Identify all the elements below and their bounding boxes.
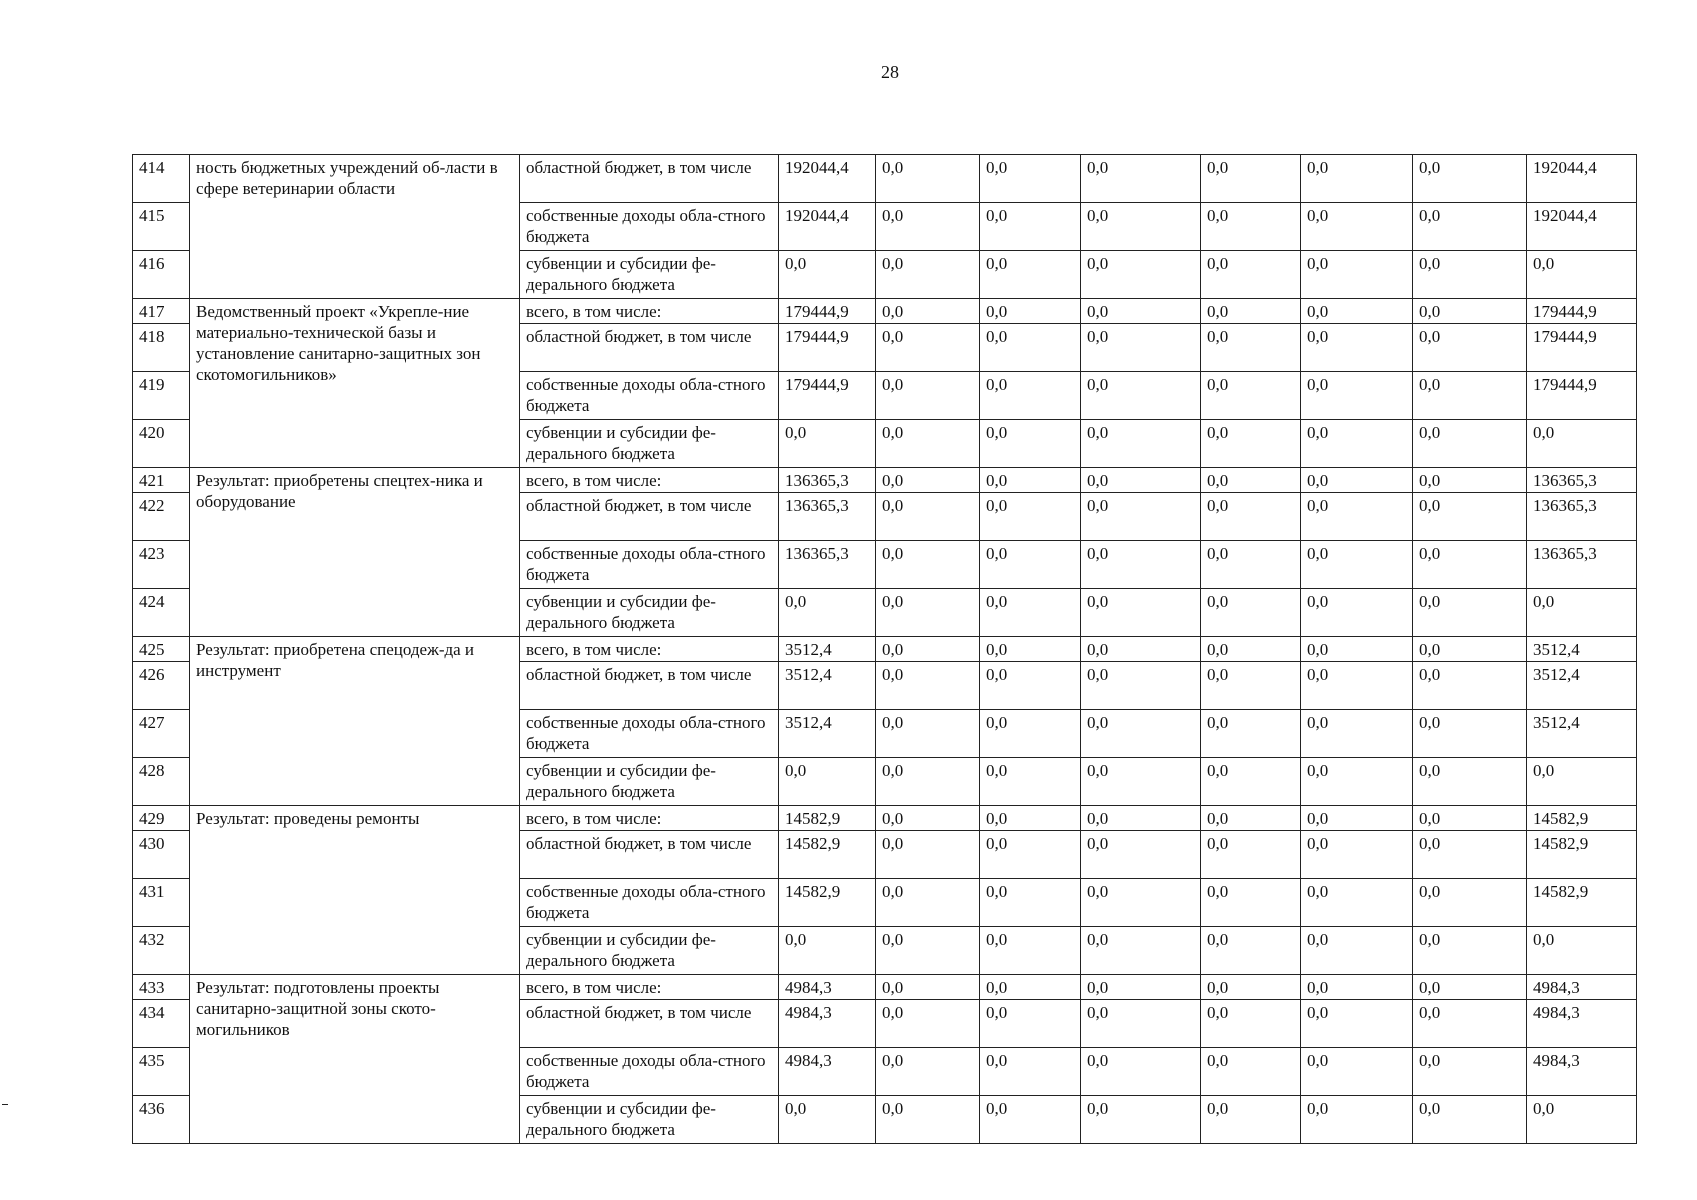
value-cell: 0,0 bbox=[980, 589, 1081, 637]
value-cell: 0,0 bbox=[1413, 927, 1527, 975]
funding-source-cell: субвенции и субсидии фе-дерального бюджета bbox=[520, 420, 779, 468]
total-value-cell: 14582,9 bbox=[1527, 831, 1637, 879]
total-value-cell: 3512,4 bbox=[1527, 637, 1637, 662]
funding-source-cell: областной бюджет, в том числе bbox=[520, 324, 779, 372]
total-value-cell: 179444,9 bbox=[1527, 324, 1637, 372]
value-cell: 0,0 bbox=[1413, 203, 1527, 251]
value-cell: 3512,4 bbox=[779, 710, 876, 758]
value-cell: 14582,9 bbox=[779, 831, 876, 879]
value-cell: 0,0 bbox=[980, 155, 1081, 203]
row-number-cell: 415 bbox=[133, 203, 190, 251]
value-cell: 0,0 bbox=[1413, 493, 1527, 541]
total-value-cell: 14582,9 bbox=[1527, 879, 1637, 927]
funding-source-cell: областной бюджет, в том числе bbox=[520, 831, 779, 879]
value-cell: 0,0 bbox=[876, 251, 980, 299]
value-cell: 179444,9 bbox=[779, 299, 876, 324]
value-cell: 0,0 bbox=[980, 806, 1081, 831]
row-number-cell: 426 bbox=[133, 662, 190, 710]
value-cell: 0,0 bbox=[980, 468, 1081, 493]
row-number-cell: 425 bbox=[133, 637, 190, 662]
value-cell: 0,0 bbox=[1081, 589, 1201, 637]
item-name-cell: Результат: проведены ремонты bbox=[190, 806, 520, 975]
value-cell: 0,0 bbox=[876, 1096, 980, 1144]
value-cell: 0,0 bbox=[1201, 420, 1301, 468]
table-row bbox=[133, 299, 1637, 324]
value-cell: 0,0 bbox=[1201, 493, 1301, 541]
value-cell: 0,0 bbox=[1201, 927, 1301, 975]
value-cell: 0,0 bbox=[876, 975, 980, 1000]
value-cell: 0,0 bbox=[1301, 879, 1413, 927]
total-value-cell: 0,0 bbox=[1527, 758, 1637, 806]
total-value-cell: 0,0 bbox=[1527, 420, 1637, 468]
row-number-cell: 434 bbox=[133, 1000, 190, 1048]
value-cell: 0,0 bbox=[1201, 155, 1301, 203]
value-cell: 0,0 bbox=[1301, 299, 1413, 324]
value-cell: 0,0 bbox=[1081, 927, 1201, 975]
value-cell: 0,0 bbox=[1081, 1000, 1201, 1048]
value-cell: 0,0 bbox=[1081, 493, 1201, 541]
value-cell: 0,0 bbox=[1301, 710, 1413, 758]
value-cell: 0,0 bbox=[876, 637, 980, 662]
value-cell: 0,0 bbox=[876, 541, 980, 589]
row-number-cell: 429 bbox=[133, 806, 190, 831]
value-cell: 0,0 bbox=[1413, 879, 1527, 927]
value-cell: 0,0 bbox=[876, 710, 980, 758]
value-cell: 0,0 bbox=[980, 420, 1081, 468]
total-value-cell: 136365,3 bbox=[1527, 541, 1637, 589]
value-cell: 0,0 bbox=[1413, 589, 1527, 637]
value-cell: 0,0 bbox=[1081, 662, 1201, 710]
funding-source-cell: субвенции и субсидии фе-дерального бюджета bbox=[520, 251, 779, 299]
value-cell: 0,0 bbox=[1413, 710, 1527, 758]
value-cell: 0,0 bbox=[876, 589, 980, 637]
value-cell: 0,0 bbox=[1201, 203, 1301, 251]
row-number-cell: 420 bbox=[133, 420, 190, 468]
value-cell: 0,0 bbox=[1413, 758, 1527, 806]
value-cell: 0,0 bbox=[1081, 879, 1201, 927]
value-cell: 0,0 bbox=[1081, 975, 1201, 1000]
value-cell: 0,0 bbox=[1413, 806, 1527, 831]
value-cell: 0,0 bbox=[1301, 758, 1413, 806]
value-cell: 0,0 bbox=[1413, 637, 1527, 662]
row-number-cell: 421 bbox=[133, 468, 190, 493]
table-row bbox=[133, 468, 1637, 493]
value-cell: 3512,4 bbox=[779, 662, 876, 710]
funding-source-cell: всего, в том числе: bbox=[520, 637, 779, 662]
value-cell: 0,0 bbox=[779, 251, 876, 299]
row-number-cell: 432 bbox=[133, 927, 190, 975]
value-cell: 3512,4 bbox=[779, 637, 876, 662]
funding-source-cell: субвенции и субсидии фе-дерального бюджета bbox=[520, 589, 779, 637]
value-cell: 0,0 bbox=[1301, 493, 1413, 541]
row-number-cell: 436 bbox=[133, 1096, 190, 1144]
value-cell: 0,0 bbox=[876, 468, 980, 493]
value-cell: 0,0 bbox=[1201, 541, 1301, 589]
funding-source-cell: всего, в том числе: bbox=[520, 975, 779, 1000]
value-cell: 0,0 bbox=[876, 831, 980, 879]
value-cell: 0,0 bbox=[1301, 372, 1413, 420]
margin-mark bbox=[2, 1104, 8, 1105]
value-cell: 0,0 bbox=[1413, 975, 1527, 1000]
total-value-cell: 179444,9 bbox=[1527, 372, 1637, 420]
total-value-cell: 0,0 bbox=[1527, 1096, 1637, 1144]
row-number-cell: 424 bbox=[133, 589, 190, 637]
value-cell: 0,0 bbox=[1201, 879, 1301, 927]
value-cell: 136365,3 bbox=[779, 468, 876, 493]
value-cell: 179444,9 bbox=[779, 372, 876, 420]
value-cell: 0,0 bbox=[1301, 662, 1413, 710]
table-row bbox=[133, 975, 1637, 1000]
value-cell: 0,0 bbox=[1081, 710, 1201, 758]
item-name-cell: Ведомственный проект «Укрепле-ние материально-технической базы и установление санитарно-защитных зон скотомогильников» bbox=[190, 299, 520, 468]
value-cell: 0,0 bbox=[980, 203, 1081, 251]
item-name-cell: Результат: приобретены спецтех-ника и оборудование bbox=[190, 468, 520, 637]
row-number-cell: 431 bbox=[133, 879, 190, 927]
value-cell: 4984,3 bbox=[779, 1000, 876, 1048]
value-cell: 0,0 bbox=[1301, 203, 1413, 251]
value-cell: 0,0 bbox=[980, 251, 1081, 299]
value-cell: 0,0 bbox=[1081, 831, 1201, 879]
value-cell: 0,0 bbox=[779, 589, 876, 637]
row-number-cell: 433 bbox=[133, 975, 190, 1000]
value-cell: 0,0 bbox=[1301, 541, 1413, 589]
funding-source-cell: областной бюджет, в том числе bbox=[520, 662, 779, 710]
value-cell: 0,0 bbox=[876, 299, 980, 324]
value-cell: 0,0 bbox=[1201, 324, 1301, 372]
value-cell: 0,0 bbox=[1201, 1096, 1301, 1144]
row-number-cell: 416 bbox=[133, 251, 190, 299]
total-value-cell: 0,0 bbox=[1527, 927, 1637, 975]
value-cell: 0,0 bbox=[876, 493, 980, 541]
row-number-cell: 418 bbox=[133, 324, 190, 372]
value-cell: 0,0 bbox=[1301, 637, 1413, 662]
total-value-cell: 4984,3 bbox=[1527, 1000, 1637, 1048]
budget-table bbox=[132, 154, 1637, 1144]
value-cell: 0,0 bbox=[1081, 758, 1201, 806]
value-cell: 0,0 bbox=[1301, 468, 1413, 493]
total-value-cell: 3512,4 bbox=[1527, 662, 1637, 710]
value-cell: 0,0 bbox=[1413, 1048, 1527, 1096]
value-cell: 0,0 bbox=[1301, 1048, 1413, 1096]
value-cell: 0,0 bbox=[1301, 831, 1413, 879]
total-value-cell: 3512,4 bbox=[1527, 710, 1637, 758]
value-cell: 0,0 bbox=[1201, 758, 1301, 806]
value-cell: 0,0 bbox=[1413, 662, 1527, 710]
value-cell: 0,0 bbox=[1413, 155, 1527, 203]
value-cell: 0,0 bbox=[876, 203, 980, 251]
value-cell: 0,0 bbox=[1301, 251, 1413, 299]
value-cell: 0,0 bbox=[980, 299, 1081, 324]
total-value-cell: 192044,4 bbox=[1527, 155, 1637, 203]
funding-source-cell: областной бюджет, в том числе bbox=[520, 493, 779, 541]
value-cell: 136365,3 bbox=[779, 541, 876, 589]
value-cell: 0,0 bbox=[980, 637, 1081, 662]
funding-source-cell: всего, в том числе: bbox=[520, 468, 779, 493]
row-number-cell: 419 bbox=[133, 372, 190, 420]
value-cell: 0,0 bbox=[779, 927, 876, 975]
value-cell: 0,0 bbox=[980, 1096, 1081, 1144]
value-cell: 0,0 bbox=[1081, 420, 1201, 468]
total-value-cell: 136365,3 bbox=[1527, 468, 1637, 493]
value-cell: 0,0 bbox=[1081, 299, 1201, 324]
value-cell: 0,0 bbox=[1081, 251, 1201, 299]
value-cell: 0,0 bbox=[1301, 155, 1413, 203]
value-cell: 0,0 bbox=[1201, 1000, 1301, 1048]
funding-source-cell: собственные доходы обла-стного бюджета bbox=[520, 203, 779, 251]
value-cell: 0,0 bbox=[1301, 1000, 1413, 1048]
value-cell: 0,0 bbox=[1081, 637, 1201, 662]
funding-source-cell: собственные доходы обла-стного бюджета bbox=[520, 710, 779, 758]
value-cell: 0,0 bbox=[980, 324, 1081, 372]
item-name-cell: ность бюджетных учреждений об-ласти в сфере ветеринарии области bbox=[190, 155, 520, 299]
value-cell: 192044,4 bbox=[779, 203, 876, 251]
value-cell: 0,0 bbox=[980, 662, 1081, 710]
value-cell: 0,0 bbox=[1081, 324, 1201, 372]
value-cell: 0,0 bbox=[1413, 299, 1527, 324]
table-body bbox=[133, 155, 1637, 1144]
table-row bbox=[133, 806, 1637, 831]
row-number-cell: 414 bbox=[133, 155, 190, 203]
value-cell: 0,0 bbox=[1081, 1096, 1201, 1144]
value-cell: 0,0 bbox=[876, 420, 980, 468]
value-cell: 0,0 bbox=[1301, 589, 1413, 637]
value-cell: 0,0 bbox=[1201, 831, 1301, 879]
value-cell: 179444,9 bbox=[779, 324, 876, 372]
total-value-cell: 4984,3 bbox=[1527, 1048, 1637, 1096]
value-cell: 14582,9 bbox=[779, 879, 876, 927]
value-cell: 0,0 bbox=[1201, 1048, 1301, 1096]
value-cell: 4984,3 bbox=[779, 1048, 876, 1096]
value-cell: 0,0 bbox=[1201, 589, 1301, 637]
total-value-cell: 136365,3 bbox=[1527, 493, 1637, 541]
value-cell: 192044,4 bbox=[779, 155, 876, 203]
value-cell: 0,0 bbox=[1413, 324, 1527, 372]
value-cell: 0,0 bbox=[1413, 1096, 1527, 1144]
value-cell: 0,0 bbox=[876, 927, 980, 975]
value-cell: 0,0 bbox=[1301, 420, 1413, 468]
value-cell: 0,0 bbox=[1413, 1000, 1527, 1048]
value-cell: 0,0 bbox=[1301, 324, 1413, 372]
value-cell: 0,0 bbox=[876, 1048, 980, 1096]
value-cell: 0,0 bbox=[1081, 155, 1201, 203]
value-cell: 0,0 bbox=[1301, 806, 1413, 831]
value-cell: 0,0 bbox=[1201, 710, 1301, 758]
value-cell: 0,0 bbox=[1413, 251, 1527, 299]
value-cell: 0,0 bbox=[1201, 975, 1301, 1000]
value-cell: 0,0 bbox=[876, 155, 980, 203]
row-number-cell: 423 bbox=[133, 541, 190, 589]
table-row bbox=[133, 637, 1637, 662]
total-value-cell: 179444,9 bbox=[1527, 299, 1637, 324]
total-value-cell: 0,0 bbox=[1527, 251, 1637, 299]
value-cell: 0,0 bbox=[980, 1048, 1081, 1096]
row-number-cell: 427 bbox=[133, 710, 190, 758]
value-cell: 0,0 bbox=[1201, 372, 1301, 420]
value-cell: 0,0 bbox=[1201, 637, 1301, 662]
funding-source-cell: субвенции и субсидии фе-дерального бюджета bbox=[520, 758, 779, 806]
total-value-cell: 4984,3 bbox=[1527, 975, 1637, 1000]
item-name-cell: Результат: приобретена спецодеж-да и инструмент bbox=[190, 637, 520, 806]
value-cell: 0,0 bbox=[980, 927, 1081, 975]
funding-source-cell: собственные доходы обла-стного бюджета bbox=[520, 879, 779, 927]
value-cell: 136365,3 bbox=[779, 493, 876, 541]
value-cell: 0,0 bbox=[876, 1000, 980, 1048]
value-cell: 0,0 bbox=[1413, 831, 1527, 879]
value-cell: 0,0 bbox=[980, 1000, 1081, 1048]
funding-source-cell: собственные доходы обла-стного бюджета bbox=[520, 372, 779, 420]
value-cell: 0,0 bbox=[980, 493, 1081, 541]
value-cell: 0,0 bbox=[980, 758, 1081, 806]
item-name-cell: Результат: подготовлены проекты санитарно-защитной зоны ското-могильников bbox=[190, 975, 520, 1144]
value-cell: 0,0 bbox=[1081, 806, 1201, 831]
value-cell: 0,0 bbox=[1201, 806, 1301, 831]
table-row bbox=[133, 155, 1637, 203]
value-cell: 0,0 bbox=[980, 710, 1081, 758]
value-cell: 0,0 bbox=[1413, 541, 1527, 589]
page-number: 28 bbox=[881, 62, 899, 82]
value-cell: 0,0 bbox=[876, 879, 980, 927]
value-cell: 4984,3 bbox=[779, 975, 876, 1000]
row-number-cell: 428 bbox=[133, 758, 190, 806]
value-cell: 0,0 bbox=[980, 372, 1081, 420]
funding-source-cell: областной бюджет, в том числе bbox=[520, 1000, 779, 1048]
value-cell: 0,0 bbox=[1301, 975, 1413, 1000]
value-cell: 0,0 bbox=[980, 831, 1081, 879]
funding-source-cell: собственные доходы обла-стного бюджета bbox=[520, 1048, 779, 1096]
value-cell: 0,0 bbox=[980, 975, 1081, 1000]
funding-source-cell: всего, в том числе: bbox=[520, 806, 779, 831]
row-number-cell: 417 bbox=[133, 299, 190, 324]
value-cell: 0,0 bbox=[1081, 203, 1201, 251]
value-cell: 0,0 bbox=[1201, 299, 1301, 324]
row-number-cell: 435 bbox=[133, 1048, 190, 1096]
value-cell: 0,0 bbox=[1413, 468, 1527, 493]
funding-source-cell: всего, в том числе: bbox=[520, 299, 779, 324]
value-cell: 0,0 bbox=[876, 758, 980, 806]
value-cell: 0,0 bbox=[1413, 420, 1527, 468]
value-cell: 0,0 bbox=[779, 1096, 876, 1144]
value-cell: 0,0 bbox=[1201, 251, 1301, 299]
value-cell: 0,0 bbox=[1081, 468, 1201, 493]
value-cell: 0,0 bbox=[1081, 372, 1201, 420]
value-cell: 0,0 bbox=[1301, 1096, 1413, 1144]
value-cell: 0,0 bbox=[1081, 1048, 1201, 1096]
value-cell: 0,0 bbox=[1081, 541, 1201, 589]
value-cell: 0,0 bbox=[980, 879, 1081, 927]
value-cell: 0,0 bbox=[876, 372, 980, 420]
value-cell: 0,0 bbox=[1413, 372, 1527, 420]
value-cell: 0,0 bbox=[876, 324, 980, 372]
row-number-cell: 422 bbox=[133, 493, 190, 541]
value-cell: 0,0 bbox=[1201, 662, 1301, 710]
row-number-cell: 430 bbox=[133, 831, 190, 879]
total-value-cell: 14582,9 bbox=[1527, 806, 1637, 831]
funding-source-cell: областной бюджет, в том числе bbox=[520, 155, 779, 203]
total-value-cell: 192044,4 bbox=[1527, 203, 1637, 251]
value-cell: 14582,9 bbox=[779, 806, 876, 831]
value-cell: 0,0 bbox=[779, 758, 876, 806]
value-cell: 0,0 bbox=[1301, 927, 1413, 975]
total-value-cell: 0,0 bbox=[1527, 589, 1637, 637]
value-cell: 0,0 bbox=[876, 806, 980, 831]
funding-source-cell: собственные доходы обла-стного бюджета bbox=[520, 541, 779, 589]
value-cell: 0,0 bbox=[876, 662, 980, 710]
value-cell: 0,0 bbox=[980, 541, 1081, 589]
funding-source-cell: субвенции и субсидии фе-дерального бюджета bbox=[520, 927, 779, 975]
value-cell: 0,0 bbox=[1201, 468, 1301, 493]
funding-source-cell: субвенции и субсидии фе-дерального бюджета bbox=[520, 1096, 779, 1144]
value-cell: 0,0 bbox=[779, 420, 876, 468]
